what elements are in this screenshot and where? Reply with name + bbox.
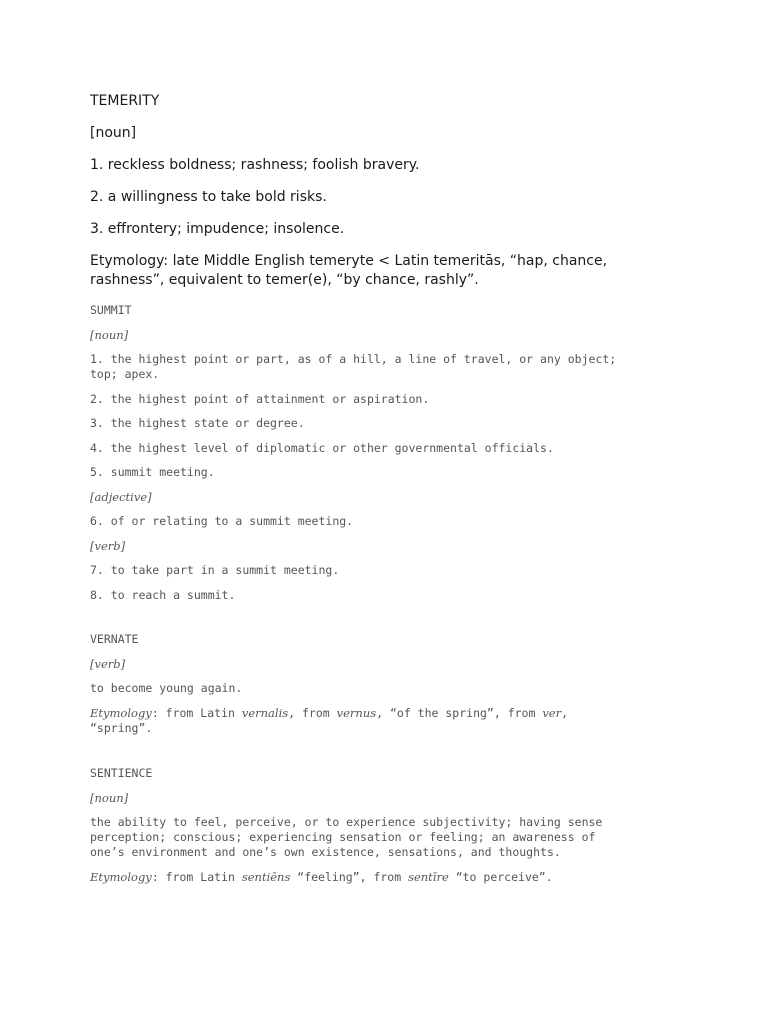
definition: 8. to reach a summit.: [90, 587, 236, 602]
definition: 3. the highest state or degree.: [90, 416, 305, 430]
part-of-speech: [noun]: [90, 327, 129, 342]
definition: 3. effrontery; impudence; insolence.: [90, 221, 345, 237]
part-of-speech: [noun]: [90, 125, 137, 141]
entry-summit: [90, 303, 690, 612]
headword: TEMERITY: [90, 93, 160, 109]
etymology-text: “to perceive”.: [448, 869, 553, 884]
part-of-speech: [adjective]: [90, 489, 152, 504]
etymology-label: Etymology: [90, 869, 152, 884]
definition: 1. reckless boldness; rashness; foolish bravery.: [90, 157, 420, 173]
definition: [90, 815, 690, 860]
definition: 6. of or relating to a summit meeting.: [90, 514, 354, 528]
etymology-text: , from: [288, 705, 337, 720]
etymology-text: : from Latin: [151, 705, 242, 720]
etymology-word: sentiēns: [241, 869, 291, 884]
definition: 5. summit meeting.: [90, 465, 215, 479]
part-of-speech: [verb]: [90, 538, 126, 553]
entry-vernate: [90, 632, 690, 745]
etymology-text: : from Latin: [151, 869, 242, 884]
definition: 7. to take part in a summit meeting.: [90, 563, 340, 577]
definition-line: one’s environment and one’s own existence, sensations, and thoughts.: [90, 845, 561, 859]
headword: VERNATE: [90, 632, 139, 646]
definition-line: top; apex.: [90, 367, 160, 381]
etymology: [90, 870, 690, 885]
definition-line: perception; conscious; experiencing sensation or feeling; an awareness of: [90, 830, 596, 844]
entry-sentience: [90, 766, 690, 894]
etymology-word: sentīre: [408, 869, 449, 884]
definition-line: 1. the highest point or part, as of a hill, a line of travel, or any object;: [90, 352, 617, 366]
definition: to become young again.: [90, 681, 243, 695]
definition-line: the ability to feel, perceive, or to experience subjectivity; having sense: [90, 815, 603, 829]
etymology-label: Etymology: [90, 705, 152, 720]
definition: 2. the highest point of attainment or aspiration.: [90, 391, 430, 406]
definition: [90, 352, 690, 382]
etymology-word: vernalis: [241, 705, 289, 720]
definition: 2. a willingness to take bold risks.: [90, 189, 327, 205]
etymology: [90, 706, 690, 736]
part-of-speech: [verb]: [90, 656, 126, 671]
definition: 4. the highest level of diplomatic or other governmental officials.: [90, 440, 554, 455]
etymology-line: Etymology: late Middle English temeryte < Latin temeritās, “hap, chance,: [90, 253, 608, 269]
etymology-text: , “of the spring”, from: [376, 705, 543, 720]
etymology: [90, 252, 710, 290]
part-of-speech: [noun]: [90, 790, 129, 805]
headword: SENTIENCE: [90, 766, 153, 780]
etymology-text: “feeling”, from: [290, 869, 409, 884]
etymology-text: ,: [561, 705, 569, 720]
etymology-word: ver: [542, 705, 562, 720]
headword: SUMMIT: [90, 303, 132, 317]
etymology-word: vernus: [336, 705, 377, 720]
entry-temerity: [90, 92, 710, 290]
etymology-line: rashness”, equivalent to temer(e), “by chance, rashly”.: [90, 272, 479, 288]
etymology-text: “spring”.: [90, 720, 153, 735]
